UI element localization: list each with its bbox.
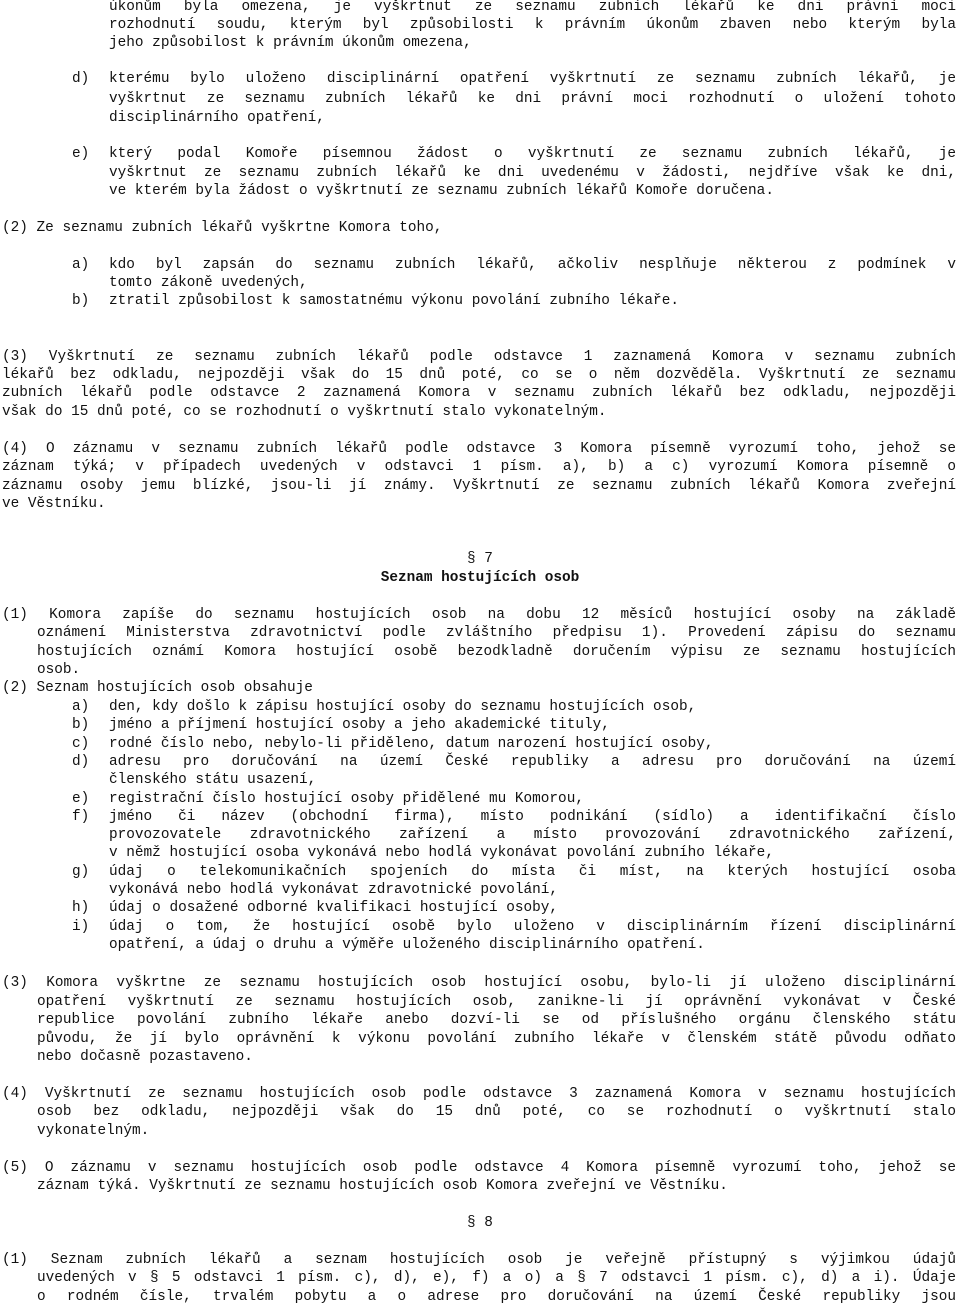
text-line: oznámení Ministerstva zdravotnictví podle zvláštního předpisu 1). Provedení zápisu do seznamu xyxy=(37,625,956,641)
text-line: vykonatelným. xyxy=(37,1123,150,1139)
text-line: vyškrtnut ze seznamu zubních lékařů ke dni uvedenému v žádosti, nejdříve však ke dni, xyxy=(109,165,956,181)
list-item-label: d) xyxy=(72,753,90,770)
list-item-label: a) xyxy=(72,699,90,715)
list-item-label: d) xyxy=(72,71,90,87)
section-number: § 7 xyxy=(467,551,493,567)
text-line: (4) O záznamu v seznamu zubních lékařů podle odstavce 3 Komora písemně vyrozumí toho, jehož se xyxy=(2,441,956,457)
text-line: kdo byl zapsán do seznamu zubních lékařů, ačkoliv nesplňuje některou z podmínek v xyxy=(109,257,956,273)
list-item-text: den, kdy došlo k zápisu hostující osoby do seznamu hostujících osob, xyxy=(109,699,697,715)
text-line: (5) O záznamu v seznamu hostujících osob podle odstavce 4 Komora písemně vyrozumí toho, jehož se xyxy=(2,1160,956,1176)
text-line: původu, že jí bylo oprávnění k výkonu povolání zubního lékaře v členském státě původu odňato xyxy=(37,1031,956,1047)
list-item-label: c) xyxy=(72,735,90,752)
text-line: ve kterém byla žádost o vyškrtnutí ze seznamu zubních lékařů Komoře doručena. xyxy=(109,183,774,199)
list-item-text: vykonává nebo hodlá vykonávat zdravotnické povolání, xyxy=(109,882,559,898)
text-line: lékařů bez odkladu, nejpozději však do 15 dnů poté, co se o něm dozvěděla. Vyškrtnutí ze seznamu xyxy=(2,367,956,383)
text-line: ve Věstníku. xyxy=(2,496,106,512)
text-line: (1) Komora zapíše do seznamu hostujících osob na dobu 12 měsíců hostující osoby na základě xyxy=(2,607,956,623)
list-item-label: e) xyxy=(72,146,90,162)
list-item-label: f) xyxy=(72,808,90,825)
list-item-text: členského státu usazení, xyxy=(109,772,317,789)
text-line: kterému bylo uloženo disciplinární opatření vyškrtnutí ze seznamu zubních lékařů, je xyxy=(109,71,956,87)
text-line: však do 15 dnů poté, co se rozhodnutí o vyškrtnutí stalo vykonatelným. xyxy=(2,404,607,420)
text-line: disciplinárního opatření, xyxy=(109,110,325,126)
text-line: osob. xyxy=(37,662,81,678)
paragraph-intro: (2) Seznam hostujících osob obsahuje xyxy=(2,680,313,696)
list-item-text: v němž hostující osoba vykonává nebo hodlá vykonávat povolání zubního lékaře, xyxy=(109,845,774,862)
text-line: opatření vyškrtnutí ze seznamu hostujících osob, zanikne-li jí oprávnění vykonávat v České xyxy=(37,994,956,1010)
list-item-text: opatření, a údaj o druhu a výměře uloženého disciplinárního opatření. xyxy=(109,936,705,953)
text-line: hostujících oznámí Komora hostující osobě bezodkladně doručením výpisu ze seznamu hostujících xyxy=(37,644,956,660)
section-number: § 8 xyxy=(467,1215,493,1231)
text-line: (1) Seznam zubních lékařů a seznam hostujících osob je veřejně přístupný s výjimkou údajů xyxy=(2,1252,956,1268)
list-item-label: h) xyxy=(72,900,90,917)
text-line: jeho způsobilost k právním úkonům omezena, xyxy=(109,35,472,51)
text-line: záznam týká. Vyškrtnutí ze seznamu hostujících osob Komora zveřejní ve Věstníku. xyxy=(37,1178,728,1194)
text-line: zubních lékařů podle odstavce 2 zaznamená Komora v seznamu zubních lékařů bez odkladu, nejpozději xyxy=(2,385,956,401)
list-item-text: registrační číslo hostující osoby přidělené mu Komorou, xyxy=(109,790,584,807)
list-item-label: a) xyxy=(72,257,90,273)
text-line: který podal Komoře písemnou žádost o vyškrtnutí ze seznamu zubních lékařů, je xyxy=(109,146,956,162)
list-item-text: jméno či název (obchodní firma), místo podnikání (sídlo) a identifikační číslo xyxy=(109,808,956,825)
text-line: o rodném čísle, trvalém pobytu a o adrese pro doručování na území České republiky jsou xyxy=(37,1289,956,1305)
text-line: (3) Komora vyškrtne ze seznamu hostujících osob hostující osobu, bylo-li jí uloženo disciplinární xyxy=(2,975,956,991)
list-item-text: rodné číslo nebo, nebylo-li přiděleno, datum narození hostující osoby, xyxy=(109,735,714,752)
list-item-text: adresu pro doručování na území České republiky a adresu pro doručování na území xyxy=(109,753,956,770)
text-line: uvedených v § 5 odstavci 1 písm. c), d), e), f) a o) a § 7 odstavci 1 písm. c), d) a i). Údaje xyxy=(37,1270,956,1286)
text-line: osob bez odkladu, nejpozději však do 15 dnů poté, co se rozhodnutí o vyškrtnutí stalo xyxy=(37,1104,956,1120)
paragraph-intro: (2) Ze seznamu zubních lékařů vyškrtne Komora toho, xyxy=(2,220,443,236)
section-title: Seznam hostujících osob xyxy=(380,570,580,586)
text-line: nebo dočasně pozastaveno. xyxy=(37,1049,253,1065)
list-item-text: údaj o telekomunikačních spojeních do místa či míst, na kterých hostující osoba xyxy=(109,863,956,880)
text-line: republice povolání zubního lékaře anebo dozví-li se od příslušného orgánu členského státu xyxy=(37,1012,956,1028)
text-line: úkonům byla omezena, je vyškrtnut ze seznamu zubních lékařů ke dni právní moci xyxy=(109,0,956,15)
text-line: (3) Vyškrtnutí ze seznamu zubních lékařů podle odstavce 1 zaznamená Komora v seznamu zubních xyxy=(2,349,956,365)
list-item-text: jméno a příjmení hostující osoby a jeho akademické tituly, xyxy=(109,717,610,734)
text-line: vyškrtnut ze seznamu zubních lékařů ke dni právní moci rozhodnutí o uložení tohoto xyxy=(109,91,956,107)
list-item-text: údaj o dosažené odborné kvalifikaci hostující osoby, xyxy=(109,900,559,917)
text-line: (4) Vyškrtnutí ze seznamu hostujících osob podle odstavce 3 zaznamená Komora v seznamu hostujících xyxy=(2,1086,956,1102)
text-line: ztratil způsobilost k samostatnému výkonu povolání zubního lékaře. xyxy=(109,293,679,309)
text-line: záznam týká; v případech uvedených v odstavci 1 písm. a), b) a c) vyrozumí Komora písemně o xyxy=(2,459,956,475)
list-item-label: g) xyxy=(72,863,90,880)
list-item-label: i) xyxy=(72,918,90,935)
text-line: záznamu osoby jemu blízké, jsou-li jí známy. Vyškrtnutí ze seznamu zubních lékařů Komora zveřejní xyxy=(2,478,956,494)
text-line: rozhodnutí soudu, kterým byl způsobilosti k právním úkonům zbaven nebo kterým byla xyxy=(109,17,956,33)
list-item-label: b) xyxy=(72,293,90,309)
list-item-text: provozovatele zdravotnického zařízení a místo provozování zdravotnického zařízení, xyxy=(109,827,956,844)
text-line: tomto zákoně uvedených, xyxy=(109,275,308,291)
list-item-text: údaj o tom, že hostující osobě bylo uloženo v disciplinárním řízení disciplinární xyxy=(109,918,956,935)
list-item-label: b) xyxy=(72,717,90,734)
list-item-label: e) xyxy=(72,790,90,807)
